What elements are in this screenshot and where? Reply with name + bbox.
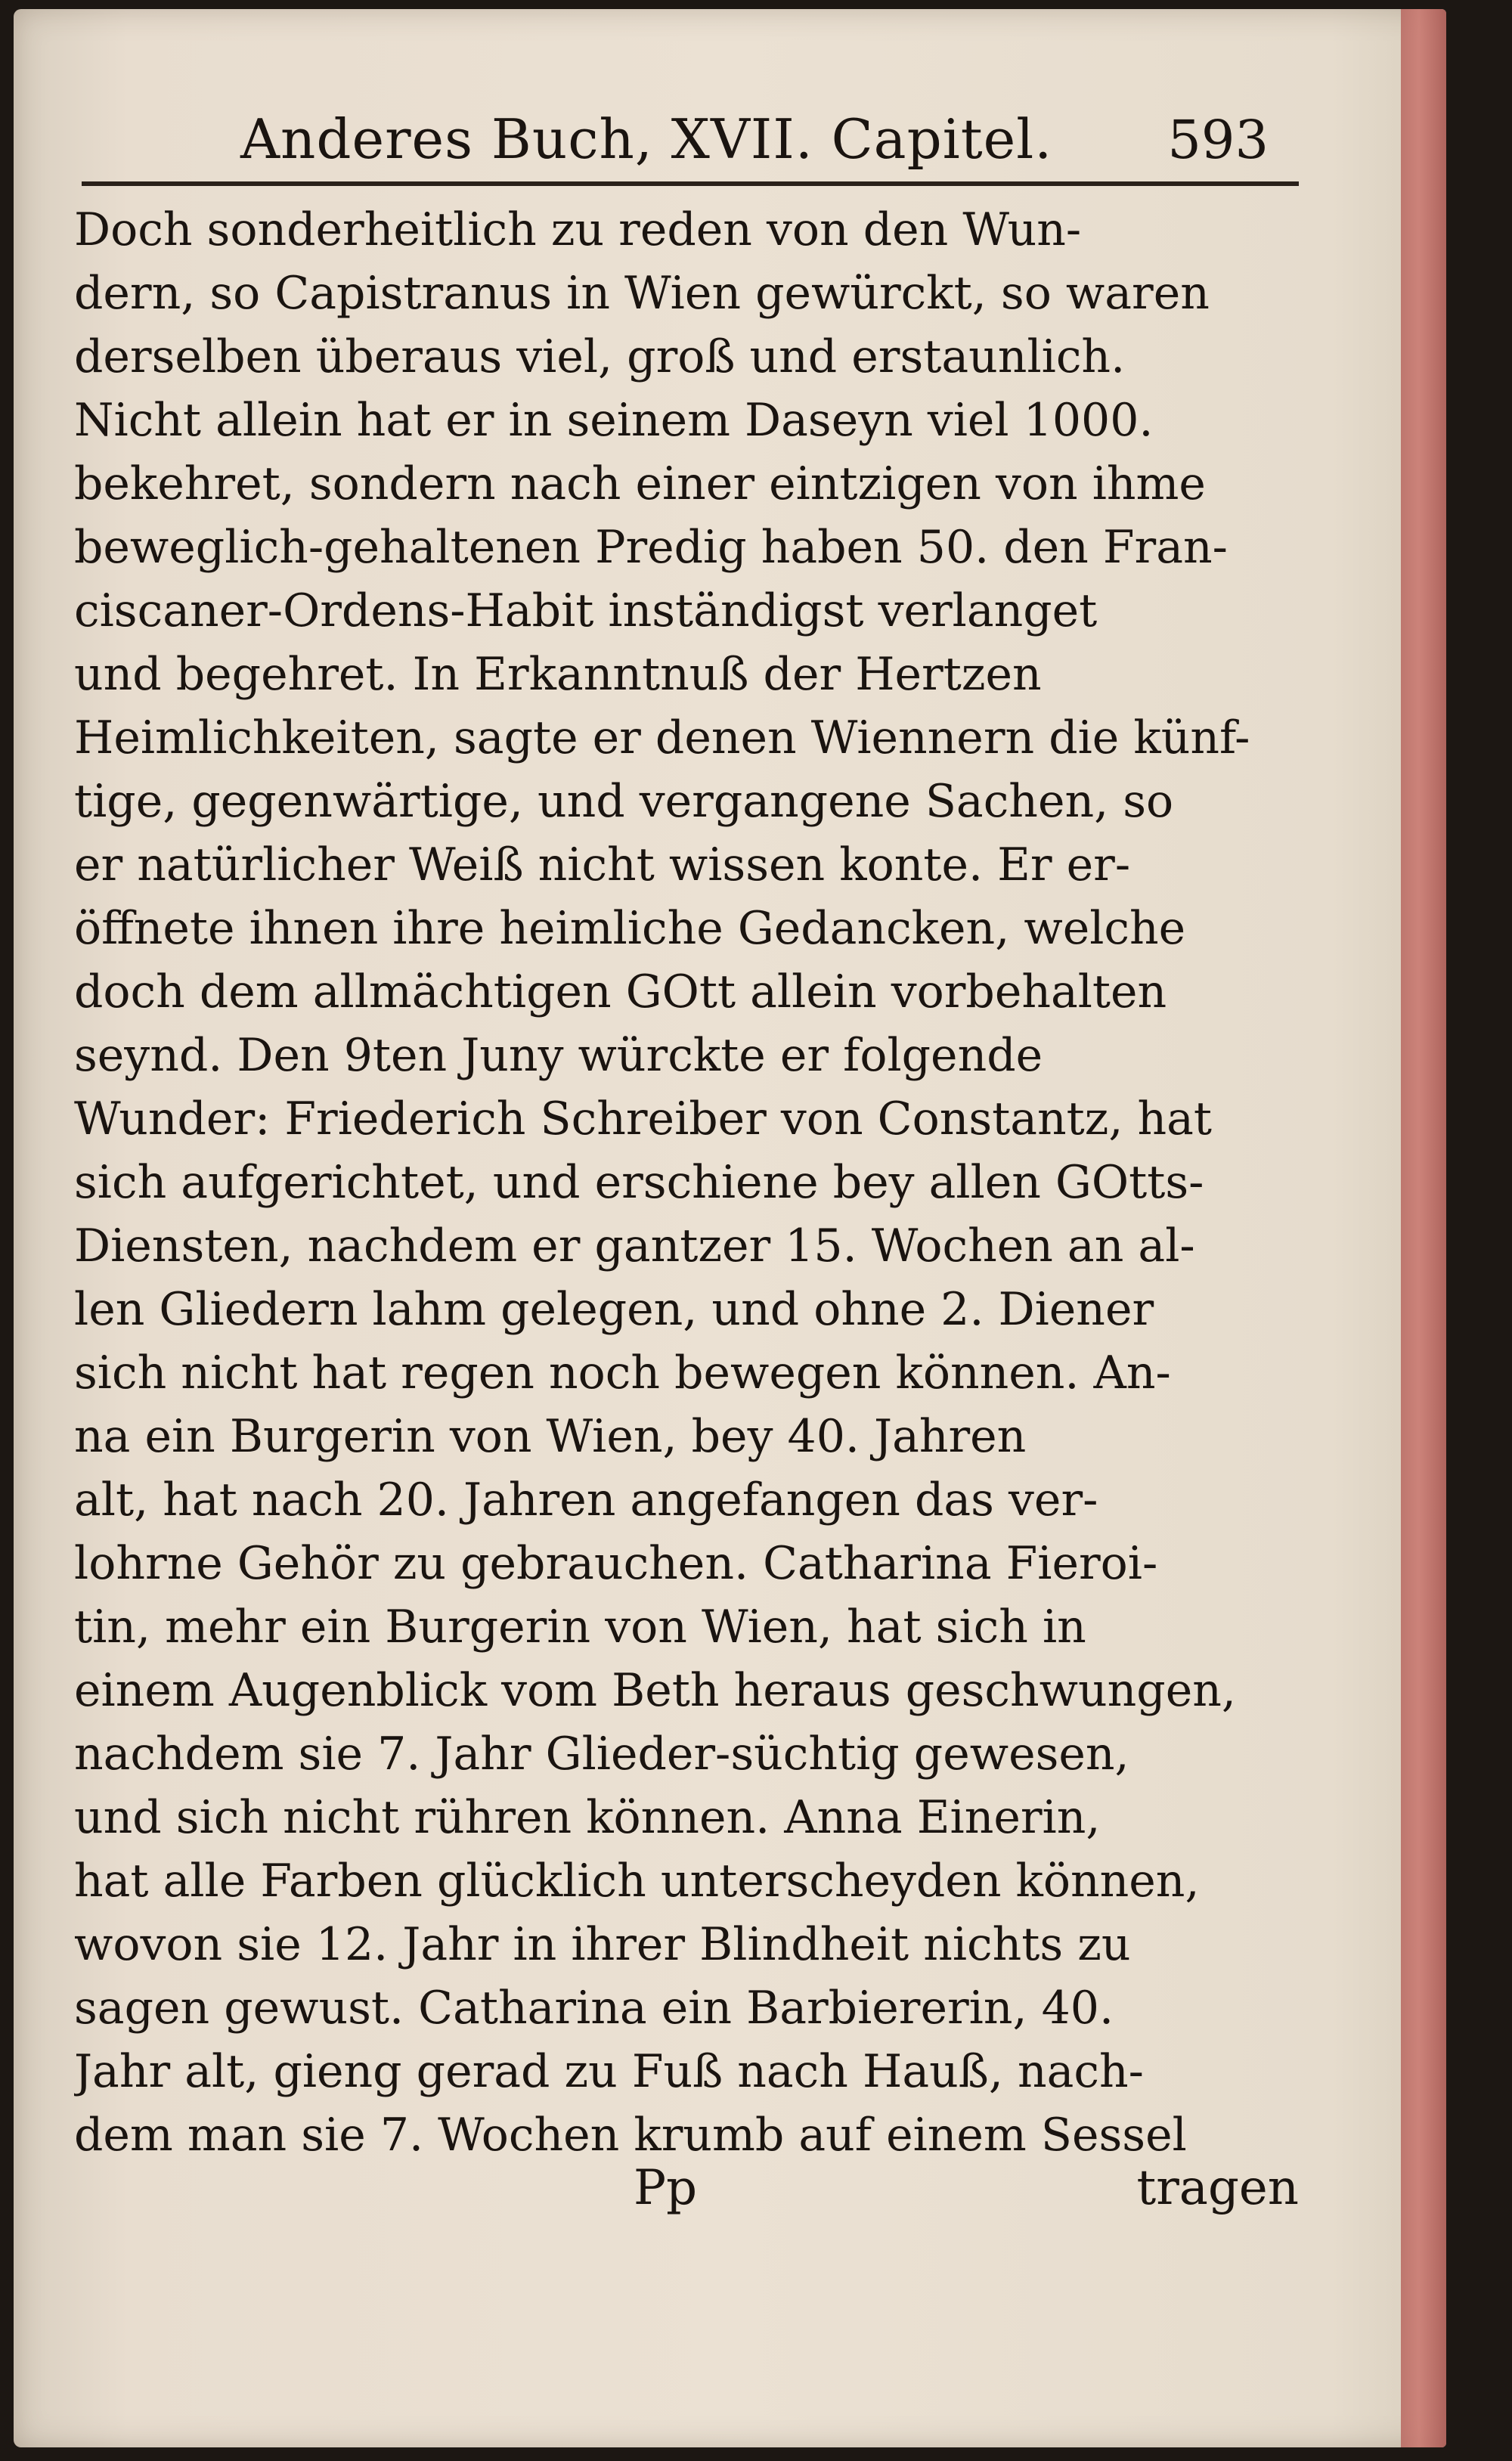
book-page <box>14 9 1446 2447</box>
text-line: dem man sie 7. Wochen krumb auf einem Sessel <box>74 2109 1187 2162</box>
text-line: hat alle Farben glücklich unterscheyden können, <box>74 1855 1200 1908</box>
text-line: Wunder: Friederich Schreiber von Constantz, hat <box>74 1093 1213 1145</box>
text-line: und begehret. In Erkanntnuß der Hertzen <box>74 648 1042 701</box>
text-line: beweglich-gehaltenen Predig haben 50. den Fran- <box>74 521 1228 574</box>
text-line: doch dem allmächtigen GOtt allein vorbehalten <box>74 965 1167 1018</box>
text-line: sagen gewust. Catharina ein Barbiererin, 40. <box>74 1982 1114 2035</box>
text-line: dern, so Capistranus in Wien gewürckt, so waren <box>74 267 1210 320</box>
text-line: einem Augenblick vom Beth heraus geschwungen, <box>74 1664 1236 1717</box>
text-line: sich nicht hat regen noch bewegen können. An- <box>74 1347 1171 1399</box>
text-line: Jahr alt, gieng gerad zu Fuß nach Hauß, nach- <box>74 2045 1144 2098</box>
text-line: seynd. Den 9ten Juny würckte er folgende <box>74 1029 1043 1082</box>
text-line: öffnete ihnen ihre heimliche Gedancken, welche <box>74 902 1186 955</box>
running-head <box>82 100 1299 191</box>
text-line: Diensten, nachdem er gantzer 15. Wochen an al- <box>74 1220 1195 1272</box>
text-line: sich aufgerichtet, und erschiene bey allen GOtts- <box>74 1156 1204 1209</box>
text-line: nachdem sie 7. Jahr Glieder-süchtig gewesen, <box>74 1728 1129 1781</box>
page-edge <box>1401 9 1446 2447</box>
text-line: Nicht allein hat er in seinem Daseyn viel 1000. <box>74 394 1154 447</box>
text-line: und sich nicht rühren können. Anna Einerin, <box>74 1791 1101 1844</box>
running-head-title: Anderes Buch, XVII. Capitel. <box>240 107 1053 171</box>
text-line: len Gliedern lahm gelegen, und ohne 2. Diener <box>74 1283 1154 1336</box>
text-line: ciscaner-Ordens-Habit inständigst verlanget <box>74 584 1098 637</box>
catchword: tragen <box>1136 2160 1299 2216</box>
text-line: Heimlichkeiten, sagte er denen Wiennern die künf- <box>74 711 1250 764</box>
head-rule <box>82 181 1299 186</box>
text-line: wovon sie 12. Jahr in ihrer Blindheit nichts zu <box>74 1918 1131 1971</box>
text-line: derselben überaus viel, groß und erstaunlich. <box>74 330 1126 383</box>
text-line: lohrne Gehör zu gebrauchen. Catharina Fieroi- <box>74 1537 1158 1590</box>
page-footer <box>74 2160 1299 2228</box>
text-line: bekehret, sondern nach einer eintzigen von ihme <box>74 457 1206 510</box>
text-line: Doch sonderheitlich zu reden von den Wun- <box>74 203 1082 256</box>
text-line: tin, mehr ein Burgerin von Wien, hat sich in <box>74 1601 1086 1654</box>
text-line: tige, gegenwärtige, und vergangene Sachen, so <box>74 775 1174 828</box>
text-line: na ein Burgerin von Wien, bey 40. Jahren <box>74 1410 1027 1463</box>
signature-mark: Pp <box>634 2160 698 2216</box>
text-line: alt, hat nach 20. Jahren angefangen das ver- <box>74 1474 1098 1527</box>
text-line: er natürlicher Weiß nicht wissen konte. Er er- <box>74 838 1131 891</box>
body-text <box>74 198 1299 2162</box>
page-number: 593 <box>1167 109 1269 171</box>
